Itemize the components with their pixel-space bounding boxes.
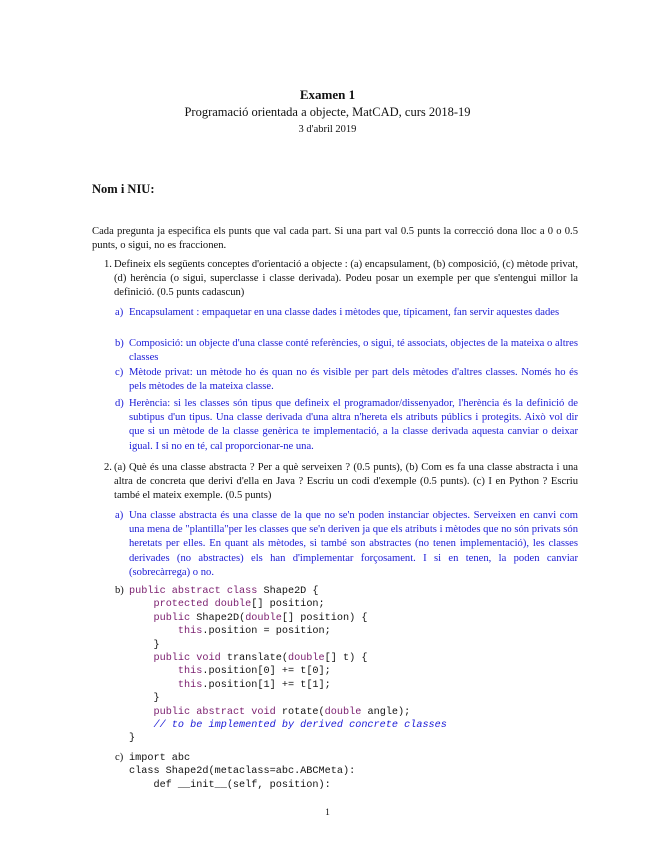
answer-text: Encapsulament : empaquetar en una classe dades i mètodes que, típicament, fan servir aquestes dades (129, 307, 560, 318)
exam-title: Examen 1 (299, 87, 356, 102)
answer-label: a) (115, 510, 124, 521)
exam-date: 3 d'abril 2019 (298, 124, 357, 135)
code-line: class Shape2d(metaclass=abc.ABCMeta): (129, 766, 356, 778)
question-text: (a) Què és una classe abstracta ? Per a què serveixen ? (0.5 punts), (b) Com es fa una classe abstracta i una altra de concreta que derivi d'ella en Java ? Escriu un codi d'exemple (0.5 punts). (c) I en Python ? Escriu també el mateix exemple. (0.5 punts) (114, 462, 578, 502)
question-number: 1. (104, 259, 112, 270)
answer-2a (115, 509, 578, 580)
answer-label: c) (115, 367, 124, 378)
code-line: public abstract void rotate(double angle); (153, 706, 411, 718)
code-line: def __init__(self, position): (129, 779, 331, 791)
answer-label: d) (115, 398, 124, 409)
java-code-block (129, 585, 447, 746)
code-line: public void translate(double[] t) { (153, 653, 368, 665)
code-line: public Shape2D(double[] position) { (153, 612, 368, 624)
python-code-block (129, 752, 355, 792)
answer-label: a) (115, 307, 124, 318)
intro-paragraph: Cada pregunta ja especifica els punts que val cada part. Si una part val 0.5 punts la correcció dona lloc a 0 o 0.5 punts, o sigui, no es fraccionen. (92, 226, 578, 252)
code-line: } (129, 733, 136, 745)
answer-1a (115, 306, 578, 320)
code-line: protected double[] position; (153, 599, 325, 611)
answer-1d (115, 397, 578, 454)
answer-text: Composició: un objecte d'una classe conté referències, o sigui, té associats, objectes de la mateixa o altres classes (129, 338, 578, 364)
answer-text: Una classe abstracta és una classe de la que no se'n poden instanciar objectes. Serveixen en canvi com una mena de "plantilla"per les classes que se'n deriven ja que els atributs i mètodes que no són privats són heretats per elles. En quant als mètodes, si també son abstractes (no tenen implementació), les classes derivades (no abstractes) els han d'implementar forçosament. I si en tenen, la poden canviar (sobrecàrrega) o no. (129, 510, 578, 578)
page-number: 1 (325, 808, 330, 818)
answer-text: Mètode privat: un mètode ho és quan no és visible per part dels mètodes d'altres classes. Només ho és pels mètodes de la mateixa classe. (129, 367, 578, 393)
code-comment: // to be implemented by derived concrete classes (129, 720, 447, 732)
code-line: public abstract class Shape2D { (129, 586, 319, 597)
answer-2c-label: c) (115, 752, 124, 763)
code-line: this.position = position; (177, 626, 331, 638)
code-line: this.position[0] += t[0]; (177, 666, 331, 678)
answer-2b-label: b) (115, 585, 124, 596)
question-2 (92, 461, 578, 504)
answer-text: Herència: si les classes són tipus que defineix el programador/dissenyador, l'herència és la definició de subtipus d'un tipus. Una classe derivada d'una altra n'hereta els atributs públics i protegits. Això vol dir que si un mètode de la classe genèrica te implementació, a la classe derivada aquesta canviar o deixar igual. I si no en té, cal proporcionar-ne una. (129, 398, 578, 452)
code-line: } (129, 693, 160, 705)
code-line: } (129, 639, 160, 651)
question-number: 2. (104, 462, 112, 473)
code-line: this.position[1] += t[1]; (177, 679, 331, 691)
name-label: Nom i NIU: (92, 182, 155, 196)
answer-1c (115, 366, 578, 394)
exam-subtitle: Programació orientada a objecte, MatCAD, curs 2018-19 (184, 105, 471, 119)
question-text: Defineix els següents conceptes d'orientació a objecte : (a) encapsulament, (b) composició, (c) mètode privat, (d) herència (o sigui, superclasse i classe derivada). Podeu posar un exemple per que s'entengui millor la definició. (0.5 punts cadascun) (114, 259, 578, 299)
question-1 (92, 258, 578, 301)
answer-label: b) (115, 338, 124, 349)
answer-1b (115, 337, 578, 365)
code-line: import abc (129, 753, 191, 764)
